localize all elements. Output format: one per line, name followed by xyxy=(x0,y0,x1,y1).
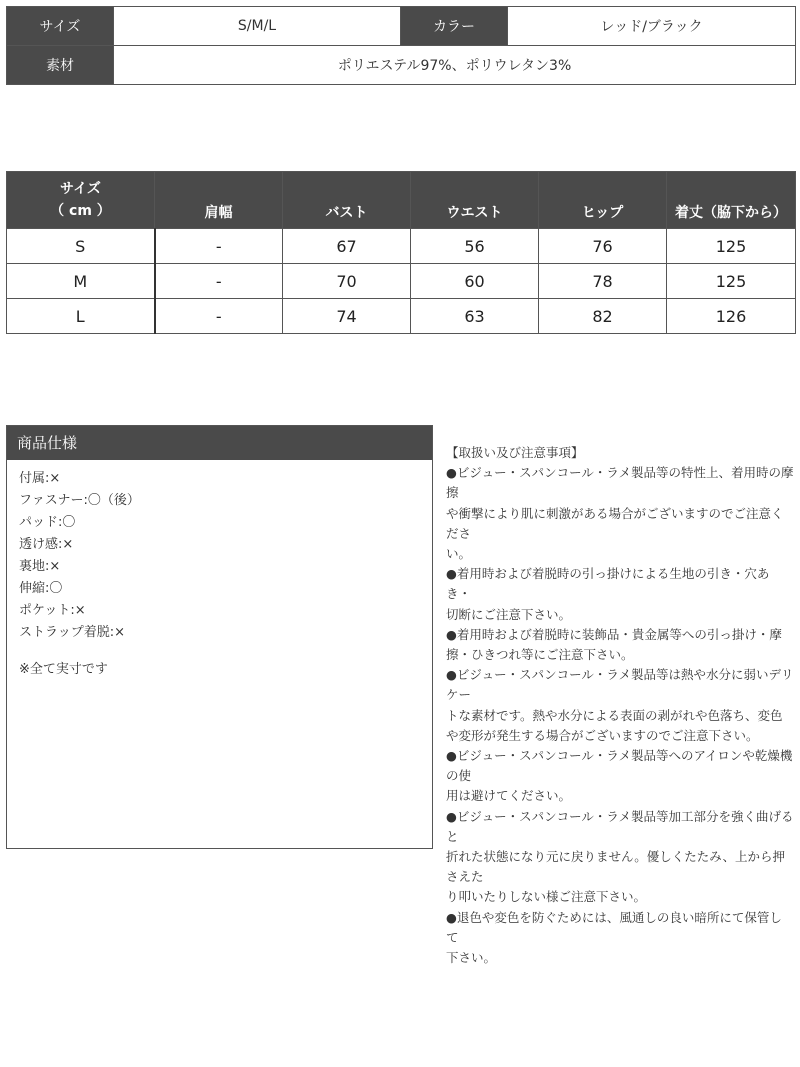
care-line: ●着用時および着脱時に装飾品・貴金属等への引っ掛け・摩 xyxy=(446,626,782,642)
care-line: ●退色や変色を防ぐためには、風通しの良い暗所にて保管して xyxy=(446,909,782,945)
care-line: ●ビジュー・スパンコール・ラメ製品等加工部分を強く曲げると xyxy=(446,808,794,844)
value-cell: 74 xyxy=(283,299,411,334)
material-label: 素材 xyxy=(7,46,114,85)
size-cell: S xyxy=(7,229,155,264)
care-line: トな素材です。熱や水分による表面の剥がれや色落ち、変色 xyxy=(446,707,783,723)
value-cell: 126 xyxy=(667,299,796,334)
column-header-bust: バスト xyxy=(283,172,411,229)
color-label: カラー xyxy=(401,7,508,46)
column-header-hip: ヒップ xyxy=(539,172,667,229)
table-row xyxy=(7,299,796,334)
list-item: 透け感:× xyxy=(19,537,74,552)
list-item: パッド:〇 xyxy=(19,515,76,530)
list-item: 付属:× xyxy=(19,471,61,486)
spec-list xyxy=(7,460,432,644)
care-line: ●ビジュー・スパンコール・ラメ製品等は熱や水分に弱いデリケー xyxy=(446,667,794,703)
care-line: や変形が発生する場合がございますのでご注意下さい。 xyxy=(446,727,759,743)
product-info-table xyxy=(6,6,796,85)
size-label: サイズ xyxy=(7,7,114,46)
table-row xyxy=(7,264,796,299)
product-spec-box xyxy=(6,425,433,849)
column-header-waist: ウエスト xyxy=(411,172,539,229)
list-item: 裏地:× xyxy=(19,559,61,574)
value-cell: 70 xyxy=(283,264,411,299)
list-item: ストラップ着脱:× xyxy=(19,625,126,640)
list-item: ポケット:× xyxy=(19,603,86,618)
size-cell: M xyxy=(7,264,155,299)
size-chart-table xyxy=(6,171,796,334)
care-line: ●ビジュー・スパンコール・ラメ製品等へのアイロンや乾燥機の使 xyxy=(446,748,793,784)
care-line: り叩いたりしない様ご注意下さい。 xyxy=(446,889,647,905)
value-cell: - xyxy=(155,299,283,334)
info-row-size-color xyxy=(7,7,796,46)
value-cell: 56 xyxy=(411,229,539,264)
size-value: S/M/L xyxy=(114,7,401,46)
care-line: 下さい。 xyxy=(446,950,497,966)
table-row xyxy=(7,229,796,264)
care-line: 折れた状態になり元に戻りません。優しくたたみ、上から押さえた xyxy=(446,849,786,885)
color-value: レッド/ブラック xyxy=(508,7,796,46)
care-line: ●ビジュー・スパンコール・ラメ製品等の特性上、着用時の摩擦 xyxy=(446,465,794,501)
care-line: い。 xyxy=(446,546,472,562)
value-cell: 125 xyxy=(667,264,796,299)
care-line: ●着用時および着脱時の引っ掛けによる生地の引き・穴あき・ xyxy=(446,566,770,602)
info-row-material xyxy=(7,46,796,85)
list-item: ファスナー:〇（後） xyxy=(19,493,140,508)
care-heading: 【取扱い及び注意事項】 xyxy=(446,445,584,460)
care-line: 擦・ひきつれ等にご注意下さい。 xyxy=(446,647,634,663)
spec-note: ※全て実寸です xyxy=(19,662,108,677)
value-cell: 67 xyxy=(283,229,411,264)
value-cell: 76 xyxy=(539,229,667,264)
spec-title: 商品仕様 xyxy=(7,426,432,460)
care-line: 切断にご注意下さい。 xyxy=(446,606,572,622)
list-item: 伸縮:〇 xyxy=(19,581,63,596)
care-instructions xyxy=(446,443,794,968)
size-header-line1: サイズ xyxy=(60,181,101,197)
column-header-length: 着丈（脇下から） xyxy=(667,172,796,229)
material-value: ポリエステル97%、ポリウレタン3% xyxy=(114,46,796,85)
value-cell: 82 xyxy=(539,299,667,334)
size-column-header xyxy=(7,172,155,229)
value-cell: 125 xyxy=(667,229,796,264)
value-cell: 60 xyxy=(411,264,539,299)
care-line: 用は避けてください。 xyxy=(446,788,572,804)
value-cell: - xyxy=(155,264,283,299)
care-line: や衝撃により肌に刺激がある場合がございますのでご注意くださ xyxy=(446,505,784,541)
column-header-shoulder: 肩幅 xyxy=(155,172,283,229)
size-cell: L xyxy=(7,299,155,334)
value-cell: - xyxy=(155,229,283,264)
size-chart-header-row xyxy=(7,172,796,229)
value-cell: 63 xyxy=(411,299,539,334)
value-cell: 78 xyxy=(539,264,667,299)
size-header-line2: （ cm ） xyxy=(50,203,111,219)
